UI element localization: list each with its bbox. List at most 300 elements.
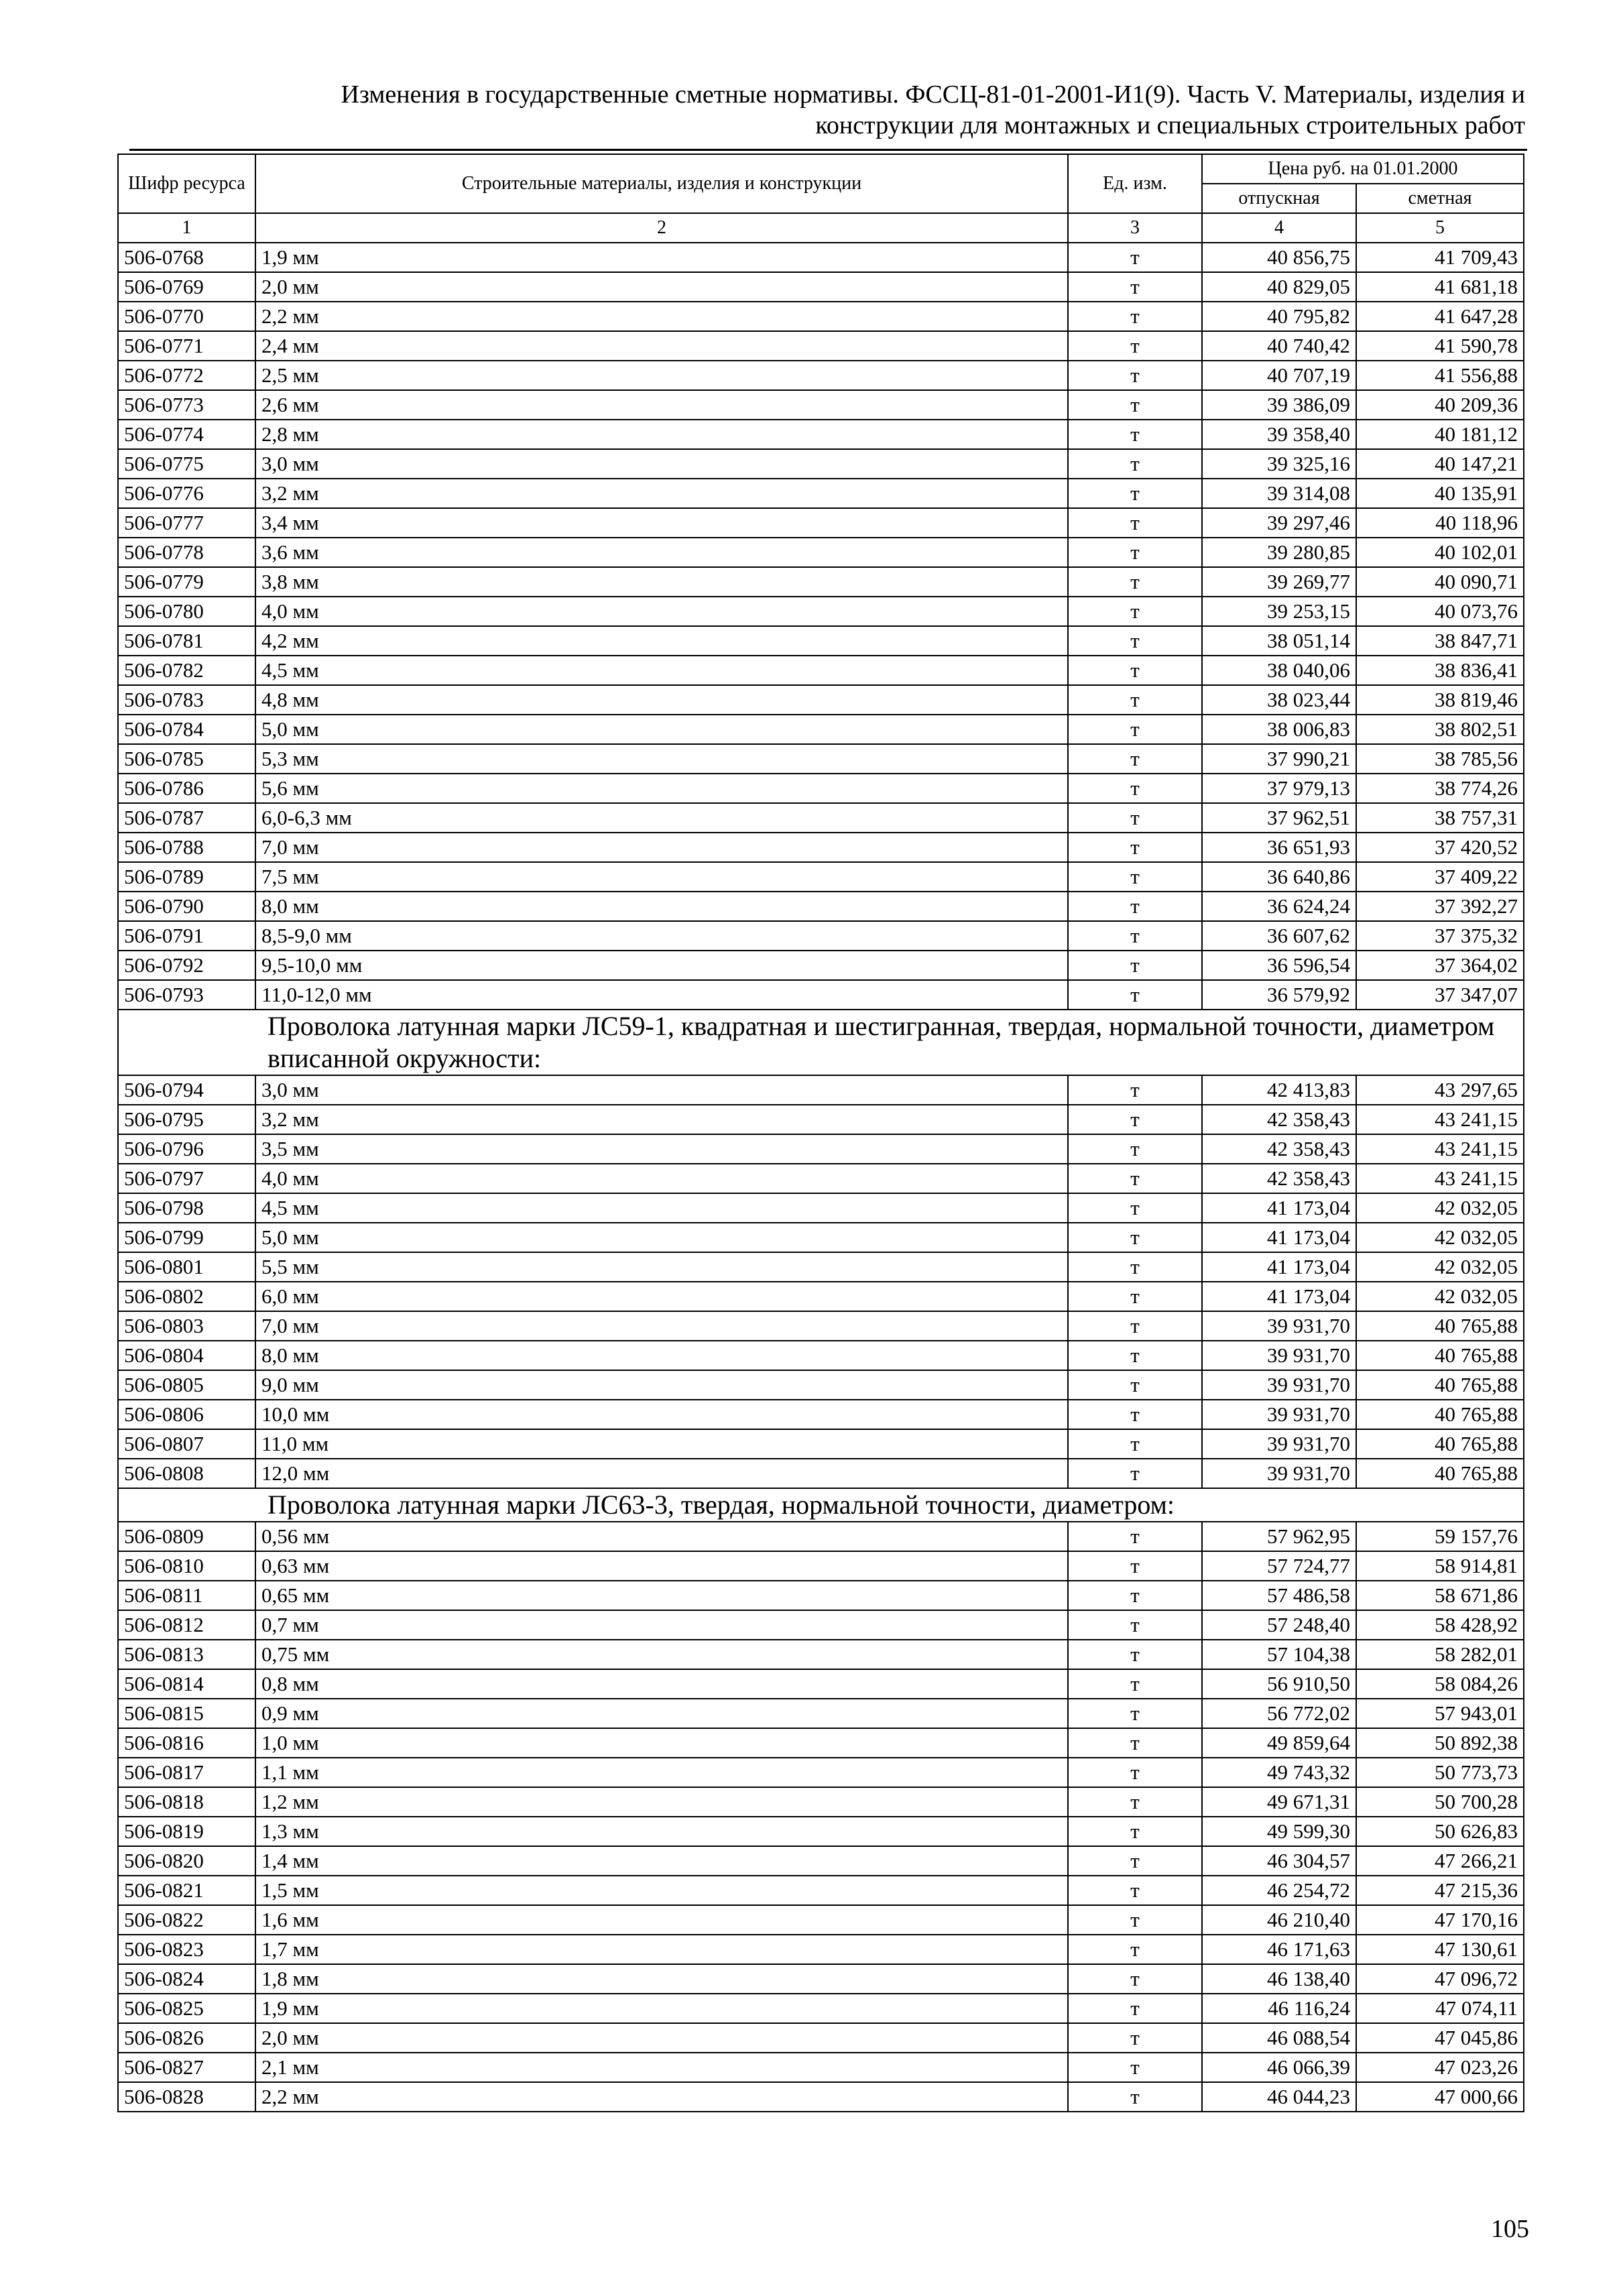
release-price: 49 599,30 — [1202, 1817, 1356, 1846]
col-estimate-header: сметная — [1356, 184, 1524, 213]
table-row — [118, 774, 1524, 803]
unit-cell: т — [1068, 1223, 1202, 1252]
column-number: 3 — [1068, 213, 1202, 243]
release-price: 38 006,83 — [1202, 715, 1356, 744]
estimate-price: 41 556,88 — [1356, 361, 1524, 390]
resource-code: 506-0776 — [118, 479, 255, 508]
resource-code: 506-0771 — [118, 331, 255, 361]
unit-cell: т — [1068, 1105, 1202, 1134]
unit-cell: т — [1068, 803, 1202, 833]
resource-code: 506-0816 — [118, 1728, 255, 1758]
release-price: 49 743,32 — [1202, 1758, 1356, 1787]
resource-code: 506-0815 — [118, 1699, 255, 1728]
estimate-price: 40 118,96 — [1356, 508, 1524, 538]
table-row — [118, 597, 1524, 626]
table-row — [118, 1341, 1524, 1370]
material-name: 8,0 мм — [255, 892, 1068, 921]
estimate-price: 41 590,78 — [1356, 331, 1524, 361]
resource-code: 506-0777 — [118, 508, 255, 538]
table-row — [118, 980, 1524, 1010]
release-price: 49 859,64 — [1202, 1728, 1356, 1758]
table-row — [118, 1370, 1524, 1400]
unit-cell: т — [1068, 921, 1202, 951]
table-row — [118, 1105, 1524, 1134]
unit-cell: т — [1068, 1817, 1202, 1846]
table-row — [118, 803, 1524, 833]
estimate-price: 43 241,15 — [1356, 1164, 1524, 1193]
material-name: 5,6 мм — [255, 774, 1068, 803]
material-name: 5,5 мм — [255, 1252, 1068, 1282]
material-name: 0,63 мм — [255, 1551, 1068, 1581]
unit-cell: т — [1068, 1134, 1202, 1164]
table-row — [118, 2023, 1524, 2053]
estimate-price: 37 364,02 — [1356, 951, 1524, 980]
section-b — [118, 1010, 1524, 1075]
material-name: 1,7 мм — [255, 1935, 1068, 1964]
table-row — [118, 951, 1524, 980]
unit-cell: т — [1068, 390, 1202, 420]
resource-code: 506-0808 — [118, 1459, 255, 1488]
unit-cell: т — [1068, 1252, 1202, 1282]
release-price: 46 066,39 — [1202, 2053, 1356, 2082]
release-price: 46 138,40 — [1202, 1964, 1356, 1994]
material-name: 6,0 мм — [255, 1282, 1068, 1311]
resource-code: 506-0828 — [118, 2082, 255, 2112]
release-price: 40 740,42 — [1202, 331, 1356, 361]
material-name: 3,4 мм — [255, 508, 1068, 538]
estimate-price: 37 409,22 — [1356, 862, 1524, 892]
resource-code: 506-0812 — [118, 1610, 255, 1640]
estimate-price: 38 836,41 — [1356, 656, 1524, 685]
unit-cell: т — [1068, 980, 1202, 1010]
estimate-price: 37 347,07 — [1356, 980, 1524, 1010]
table-row — [118, 1640, 1524, 1669]
material-name: 2,6 мм — [255, 390, 1068, 420]
release-price: 46 171,63 — [1202, 1935, 1356, 1964]
release-price: 40 856,75 — [1202, 243, 1356, 272]
material-name: 5,0 мм — [255, 1223, 1068, 1252]
unit-cell: т — [1068, 1164, 1202, 1193]
release-price: 57 724,77 — [1202, 1551, 1356, 1581]
material-name: 4,0 мм — [255, 1164, 1068, 1193]
table-row — [118, 1699, 1524, 1728]
estimate-price: 42 032,05 — [1356, 1193, 1524, 1223]
material-name: 11,0 мм — [255, 1429, 1068, 1459]
release-price: 42 358,43 — [1202, 1164, 1356, 1193]
resource-code: 506-0768 — [118, 243, 255, 272]
material-name: 11,0-12,0 мм — [255, 980, 1068, 1010]
resource-code: 506-0824 — [118, 1964, 255, 1994]
unit-cell: т — [1068, 1610, 1202, 1640]
unit-cell: т — [1068, 1282, 1202, 1311]
unit-cell: т — [1068, 508, 1202, 538]
estimate-price: 43 241,15 — [1356, 1105, 1524, 1134]
material-name: 1,9 мм — [255, 1994, 1068, 2023]
unit-cell: т — [1068, 1964, 1202, 1994]
material-name: 3,0 мм — [255, 1075, 1068, 1105]
estimate-price: 38 802,51 — [1356, 715, 1524, 744]
estimate-price: 50 626,83 — [1356, 1817, 1524, 1846]
release-price: 36 624,24 — [1202, 892, 1356, 921]
estimate-price: 41 709,43 — [1356, 243, 1524, 272]
unit-cell: т — [1068, 1551, 1202, 1581]
estimate-price: 40 765,88 — [1356, 1459, 1524, 1488]
resource-code: 506-0807 — [118, 1429, 255, 1459]
estimate-price: 42 032,05 — [1356, 1282, 1524, 1311]
table-row — [118, 420, 1524, 449]
resource-code: 506-0809 — [118, 1522, 255, 1551]
unit-cell: т — [1068, 302, 1202, 331]
release-price: 41 173,04 — [1202, 1282, 1356, 1311]
material-name: 4,5 мм — [255, 1193, 1068, 1223]
material-name: 8,0 мм — [255, 1341, 1068, 1370]
table-row — [118, 508, 1524, 538]
table-row — [118, 1581, 1524, 1610]
estimate-price: 58 428,92 — [1356, 1610, 1524, 1640]
material-name: 4,2 мм — [255, 626, 1068, 656]
estimate-price: 43 297,65 — [1356, 1075, 1524, 1105]
unit-cell: т — [1068, 892, 1202, 921]
release-price: 39 931,70 — [1202, 1459, 1356, 1488]
table-row — [118, 2053, 1524, 2082]
resource-code: 506-0789 — [118, 862, 255, 892]
resource-code: 506-0803 — [118, 1311, 255, 1341]
release-price: 49 671,31 — [1202, 1787, 1356, 1817]
resource-code: 506-0811 — [118, 1581, 255, 1610]
material-name: 5,0 мм — [255, 715, 1068, 744]
material-name: 1,8 мм — [255, 1964, 1068, 1994]
table-row — [118, 1846, 1524, 1876]
table-row — [118, 685, 1524, 715]
estimate-price: 58 084,26 — [1356, 1669, 1524, 1699]
unit-cell: т — [1068, 597, 1202, 626]
unit-cell: т — [1068, 361, 1202, 390]
release-price: 57 104,38 — [1202, 1640, 1356, 1669]
release-price: 38 051,14 — [1202, 626, 1356, 656]
resource-code: 506-0804 — [118, 1341, 255, 1370]
material-name: 7,5 мм — [255, 862, 1068, 892]
estimate-price: 40 090,71 — [1356, 567, 1524, 597]
unit-cell: т — [1068, 685, 1202, 715]
estimate-price: 40 181,12 — [1356, 420, 1524, 449]
estimate-price: 58 282,01 — [1356, 1640, 1524, 1669]
resource-code: 506-0780 — [118, 597, 255, 626]
release-price: 40 795,82 — [1202, 302, 1356, 331]
estimate-price: 47 170,16 — [1356, 1905, 1524, 1935]
table-row — [118, 361, 1524, 390]
estimate-price: 40 765,88 — [1356, 1311, 1524, 1341]
table-row — [118, 1758, 1524, 1787]
material-name: 4,5 мм — [255, 656, 1068, 685]
table-row — [118, 1669, 1524, 1699]
resource-code: 506-0799 — [118, 1223, 255, 1252]
resource-code: 506-0793 — [118, 980, 255, 1010]
resource-code: 506-0818 — [118, 1787, 255, 1817]
resource-code: 506-0814 — [118, 1669, 255, 1699]
estimate-price: 40 765,88 — [1356, 1429, 1524, 1459]
estimate-price: 43 241,15 — [1356, 1134, 1524, 1164]
price-table — [117, 154, 1524, 2112]
release-price: 40 829,05 — [1202, 272, 1356, 302]
release-price: 46 088,54 — [1202, 2023, 1356, 2053]
material-name: 2,2 мм — [255, 2082, 1068, 2112]
resource-code: 506-0827 — [118, 2053, 255, 2082]
release-price: 41 173,04 — [1202, 1252, 1356, 1282]
unit-cell: т — [1068, 1370, 1202, 1400]
unit-cell: т — [1068, 1876, 1202, 1905]
table-row — [118, 1522, 1524, 1551]
unit-cell: т — [1068, 774, 1202, 803]
resource-code: 506-0792 — [118, 951, 255, 980]
table-row — [118, 1787, 1524, 1817]
estimate-price: 47 000,66 — [1356, 2082, 1524, 2112]
table-row — [118, 626, 1524, 656]
table-row — [118, 833, 1524, 862]
table-row — [118, 243, 1524, 272]
section-heading: Проволока латунная марки ЛС63-3, твердая, нормальной точности, диаметром: — [118, 1488, 1524, 1522]
col-unit-header: Ед. изм. — [1068, 154, 1202, 213]
unit-cell: т — [1068, 1905, 1202, 1935]
estimate-price: 47 215,36 — [1356, 1876, 1524, 1905]
table-body-group-a — [118, 243, 1524, 1010]
unit-cell: т — [1068, 2082, 1202, 2112]
material-name: 0,7 мм — [255, 1610, 1068, 1640]
col-code-header: Шифр ресурса — [118, 154, 255, 213]
table-row — [118, 302, 1524, 331]
table-row — [118, 1876, 1524, 1905]
estimate-price: 38 847,71 — [1356, 626, 1524, 656]
resource-code: 506-0786 — [118, 774, 255, 803]
column-number-row — [118, 213, 1524, 243]
estimate-price: 59 157,76 — [1356, 1522, 1524, 1551]
table-row — [118, 1459, 1524, 1488]
column-number: 2 — [255, 213, 1068, 243]
material-name: 3,6 мм — [255, 538, 1068, 567]
table-row — [118, 715, 1524, 744]
estimate-price: 58 914,81 — [1356, 1551, 1524, 1581]
resource-code: 506-0790 — [118, 892, 255, 921]
resource-code: 506-0825 — [118, 1994, 255, 2023]
header-title-line1: Изменения в государственные сметные нормативы. ФССЦ-81-01-2001-И1(9). Часть V. Материалы, изделия и — [341, 80, 1525, 109]
material-name: 2,5 мм — [255, 361, 1068, 390]
material-name: 1,3 мм — [255, 1817, 1068, 1846]
unit-cell: т — [1068, 1341, 1202, 1370]
release-price: 42 358,43 — [1202, 1105, 1356, 1134]
release-price: 37 962,51 — [1202, 803, 1356, 833]
unit-cell: т — [1068, 715, 1202, 744]
unit-cell: т — [1068, 449, 1202, 479]
col-name-header: Строительные материалы, изделия и конструкции — [255, 154, 1068, 213]
material-name: 0,9 мм — [255, 1699, 1068, 1728]
unit-cell: т — [1068, 2053, 1202, 2082]
release-price: 39 280,85 — [1202, 538, 1356, 567]
resource-code: 506-0769 — [118, 272, 255, 302]
unit-cell: т — [1068, 1846, 1202, 1876]
table-row — [118, 1905, 1524, 1935]
table-row — [118, 862, 1524, 892]
material-name: 5,3 мм — [255, 744, 1068, 774]
resource-code: 506-0775 — [118, 449, 255, 479]
estimate-price: 47 074,11 — [1356, 1994, 1524, 2023]
unit-cell: т — [1068, 272, 1202, 302]
release-price: 37 990,21 — [1202, 744, 1356, 774]
material-name: 2,0 мм — [255, 272, 1068, 302]
release-price: 36 651,93 — [1202, 833, 1356, 862]
unit-cell: т — [1068, 1640, 1202, 1669]
estimate-price: 58 671,86 — [1356, 1581, 1524, 1610]
release-price: 41 173,04 — [1202, 1193, 1356, 1223]
col-release-header: отпускная — [1202, 184, 1356, 213]
resource-code: 506-0821 — [118, 1876, 255, 1905]
unit-cell: т — [1068, 1429, 1202, 1459]
release-price: 36 607,62 — [1202, 921, 1356, 951]
resource-code: 506-0805 — [118, 1370, 255, 1400]
section-heading: Проволока латунная марки ЛС59-1, квадратная и шестигранная, твердая, нормальной точности, диаметром вписанной окружности: — [118, 1010, 1524, 1075]
table-row — [118, 656, 1524, 685]
resource-code: 506-0801 — [118, 1252, 255, 1282]
unit-cell: т — [1068, 1994, 1202, 2023]
resource-code: 506-0806 — [118, 1400, 255, 1429]
unit-cell: т — [1068, 1311, 1202, 1341]
table-row — [118, 892, 1524, 921]
table-row — [118, 567, 1524, 597]
resource-code: 506-0817 — [118, 1758, 255, 1787]
material-name: 7,0 мм — [255, 1311, 1068, 1341]
release-price: 38 023,44 — [1202, 685, 1356, 715]
release-price: 57 248,40 — [1202, 1610, 1356, 1640]
unit-cell: т — [1068, 243, 1202, 272]
table-row — [118, 1134, 1524, 1164]
release-price: 39 386,09 — [1202, 390, 1356, 420]
material-name: 2,0 мм — [255, 2023, 1068, 2053]
resource-code: 506-0770 — [118, 302, 255, 331]
material-name: 4,0 мм — [255, 597, 1068, 626]
table-row — [118, 744, 1524, 774]
estimate-price: 50 892,38 — [1356, 1728, 1524, 1758]
section-c — [118, 1488, 1524, 1522]
unit-cell: т — [1068, 1935, 1202, 1964]
material-name: 1,1 мм — [255, 1758, 1068, 1787]
table-row — [118, 1728, 1524, 1758]
table-row — [118, 272, 1524, 302]
resource-code: 506-0798 — [118, 1193, 255, 1223]
table-row — [118, 331, 1524, 361]
material-name: 10,0 мм — [255, 1400, 1068, 1429]
material-name: 8,5-9,0 мм — [255, 921, 1068, 951]
material-name: 1,9 мм — [255, 243, 1068, 272]
resource-code: 506-0795 — [118, 1105, 255, 1134]
release-price: 37 979,13 — [1202, 774, 1356, 803]
resource-code: 506-0810 — [118, 1551, 255, 1581]
unit-cell: т — [1068, 1728, 1202, 1758]
unit-cell: т — [1068, 479, 1202, 508]
release-price: 39 358,40 — [1202, 420, 1356, 449]
unit-cell: т — [1068, 626, 1202, 656]
header-rule — [129, 149, 1527, 151]
table-row — [118, 1282, 1524, 1311]
resource-code: 506-0802 — [118, 1282, 255, 1311]
resource-code: 506-0813 — [118, 1640, 255, 1669]
resource-code: 506-0773 — [118, 390, 255, 420]
estimate-price: 47 130,61 — [1356, 1935, 1524, 1964]
unit-cell: т — [1068, 744, 1202, 774]
release-price: 39 297,46 — [1202, 508, 1356, 538]
page-number: 105 — [1491, 2215, 1529, 2243]
estimate-price: 47 266,21 — [1356, 1846, 1524, 1876]
estimate-price: 50 700,28 — [1356, 1787, 1524, 1817]
estimate-price: 37 420,52 — [1356, 833, 1524, 862]
release-price: 40 707,19 — [1202, 361, 1356, 390]
material-name: 3,2 мм — [255, 479, 1068, 508]
column-number: 4 — [1202, 213, 1356, 243]
resource-code: 506-0822 — [118, 1905, 255, 1935]
table-row — [118, 1252, 1524, 1282]
material-name: 1,4 мм — [255, 1846, 1068, 1876]
resource-code: 506-0797 — [118, 1164, 255, 1193]
material-name: 1,0 мм — [255, 1728, 1068, 1758]
table-body-group-c — [118, 1522, 1524, 2112]
resource-code: 506-0784 — [118, 715, 255, 744]
estimate-price: 40 102,01 — [1356, 538, 1524, 567]
release-price: 42 358,43 — [1202, 1134, 1356, 1164]
estimate-price: 47 045,86 — [1356, 2023, 1524, 2053]
release-price: 39 931,70 — [1202, 1429, 1356, 1459]
release-price: 42 413,83 — [1202, 1075, 1356, 1105]
header-title-line2: конструкции для монтажных и специальных строительных работ — [815, 111, 1525, 139]
material-name: 6,0-6,3 мм — [255, 803, 1068, 833]
unit-cell: т — [1068, 420, 1202, 449]
estimate-price: 47 023,26 — [1356, 2053, 1524, 2082]
unit-cell: т — [1068, 1581, 1202, 1610]
material-name: 3,0 мм — [255, 449, 1068, 479]
table-row — [118, 1935, 1524, 1964]
column-number: 5 — [1356, 213, 1524, 243]
resource-code: 506-0778 — [118, 538, 255, 567]
material-name: 3,5 мм — [255, 1134, 1068, 1164]
table-row — [118, 1311, 1524, 1341]
estimate-price: 40 073,76 — [1356, 597, 1524, 626]
unit-cell: т — [1068, 1459, 1202, 1488]
release-price: 39 931,70 — [1202, 1311, 1356, 1341]
material-name: 2,1 мм — [255, 2053, 1068, 2082]
resource-code: 506-0781 — [118, 626, 255, 656]
release-price: 39 931,70 — [1202, 1341, 1356, 1370]
resource-code: 506-0819 — [118, 1817, 255, 1846]
estimate-price: 50 773,73 — [1356, 1758, 1524, 1787]
unit-cell: т — [1068, 538, 1202, 567]
release-price: 39 931,70 — [1202, 1370, 1356, 1400]
material-name: 0,8 мм — [255, 1669, 1068, 1699]
material-name: 2,2 мм — [255, 302, 1068, 331]
material-name: 2,8 мм — [255, 420, 1068, 449]
estimate-price: 40 135,91 — [1356, 479, 1524, 508]
estimate-price: 41 681,18 — [1356, 272, 1524, 302]
material-name: 0,75 мм — [255, 1640, 1068, 1669]
page-header — [117, 79, 1525, 141]
unit-cell: т — [1068, 331, 1202, 361]
release-price: 36 640,86 — [1202, 862, 1356, 892]
resource-code: 506-0779 — [118, 567, 255, 597]
resource-code: 506-0791 — [118, 921, 255, 951]
estimate-price: 38 774,26 — [1356, 774, 1524, 803]
table-row — [118, 2082, 1524, 2112]
resource-code: 506-0794 — [118, 1075, 255, 1105]
estimate-price: 38 785,56 — [1356, 744, 1524, 774]
estimate-price: 47 096,72 — [1356, 1964, 1524, 1994]
release-price: 39 325,16 — [1202, 449, 1356, 479]
material-name: 9,5-10,0 мм — [255, 951, 1068, 980]
table-row — [118, 1193, 1524, 1223]
